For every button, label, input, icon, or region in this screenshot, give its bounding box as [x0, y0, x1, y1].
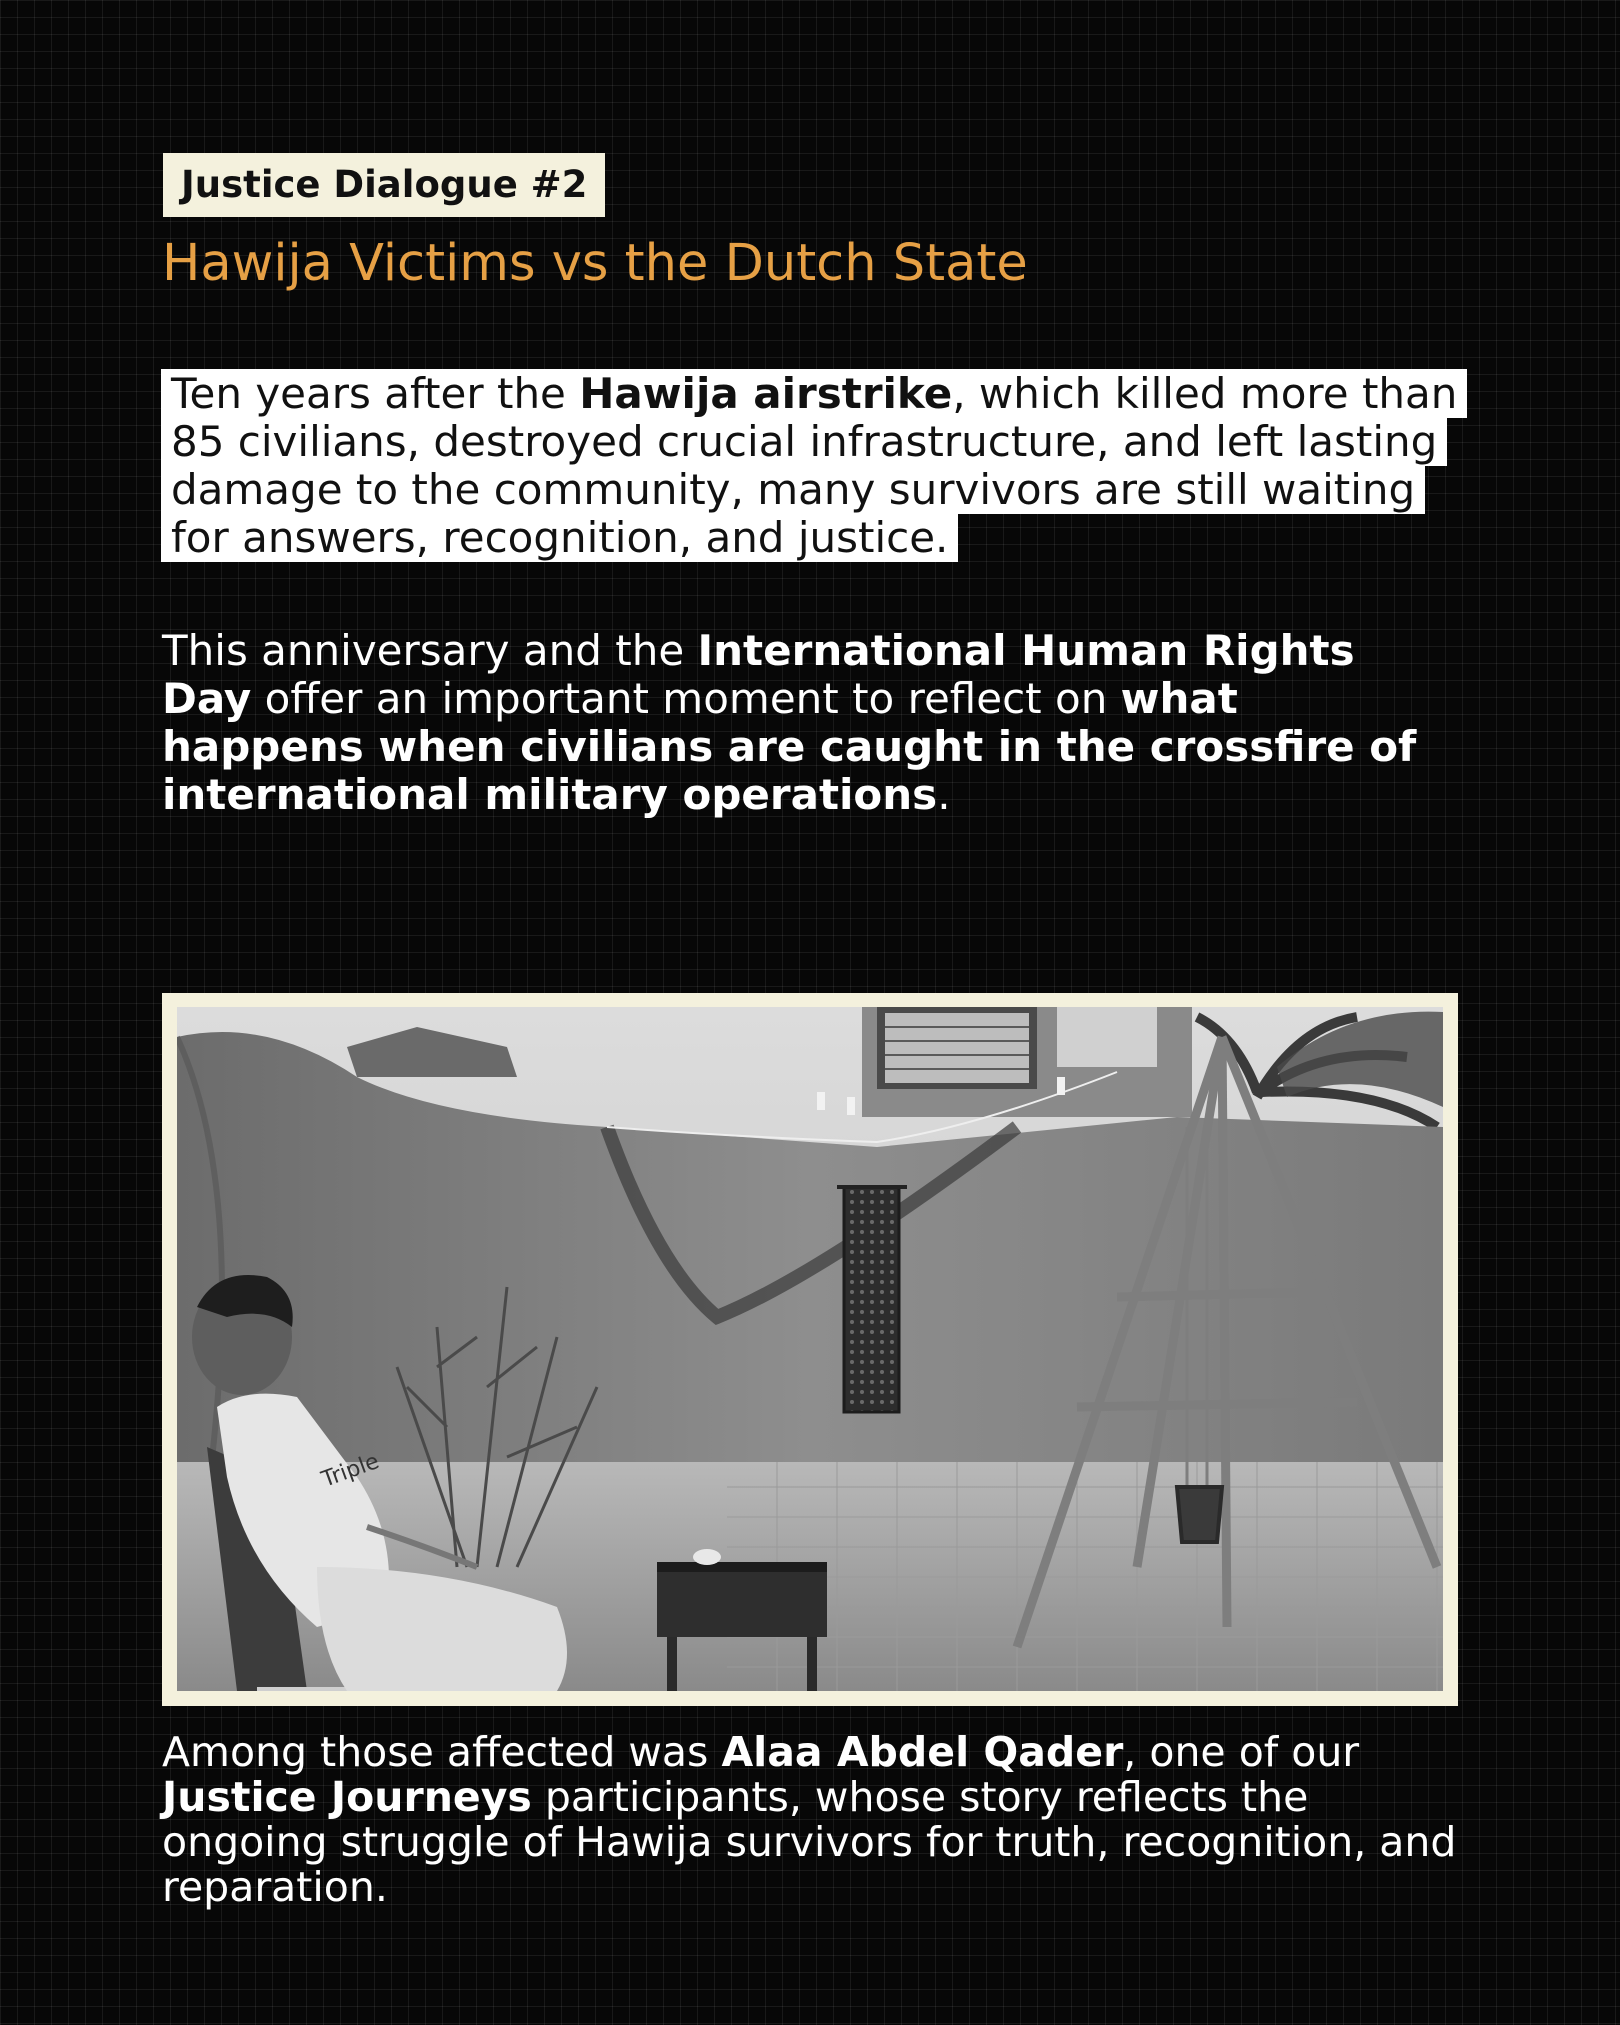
- airstrike-emphasis: Hawija airstrike: [579, 369, 953, 418]
- garden-photo: [177, 1007, 1443, 1691]
- photo-frame: [162, 993, 1458, 1706]
- reflection-paragraph: This anniversary and the International Human Rights Day offer an important moment to reflect on what happens when civilians are caught in the crossfire of international military operations.: [162, 626, 1417, 819]
- closing-paragraph: Among those affected was Alaa Abdel Qader, one of our Justice Journeys participants, whose story reflects the ongoing struggle of Hawija survivors for truth, recognition, and reparation.: [162, 1728, 1457, 1911]
- intro-paragraph: [161, 370, 1461, 562]
- human-rights-day-emphasis: International Human Rights Day: [162, 626, 1355, 723]
- page-title: Hawija Victims vs the Dutch State: [162, 234, 1028, 293]
- intro-highlight: Ten years after the Hawija airstrike, which killed more than 85 civilians, destroyed crucial infrastructure, and left lasting damage to the community, many survivors are still waiting for answers, recognition, and justice.: [161, 369, 1467, 562]
- crossfire-emphasis: what happens when civilians are caught in the crossfire of international military operations: [162, 674, 1417, 819]
- program-name: Justice Journeys: [162, 1773, 532, 1821]
- episode-tag: Justice Dialogue #2: [163, 153, 605, 217]
- house-building: [862, 1007, 1192, 1117]
- hanging-rug: [844, 1187, 899, 1412]
- participant-name: Alaa Abdel Qader: [721, 1728, 1124, 1776]
- shirt-print: Triple: [318, 1448, 383, 1493]
